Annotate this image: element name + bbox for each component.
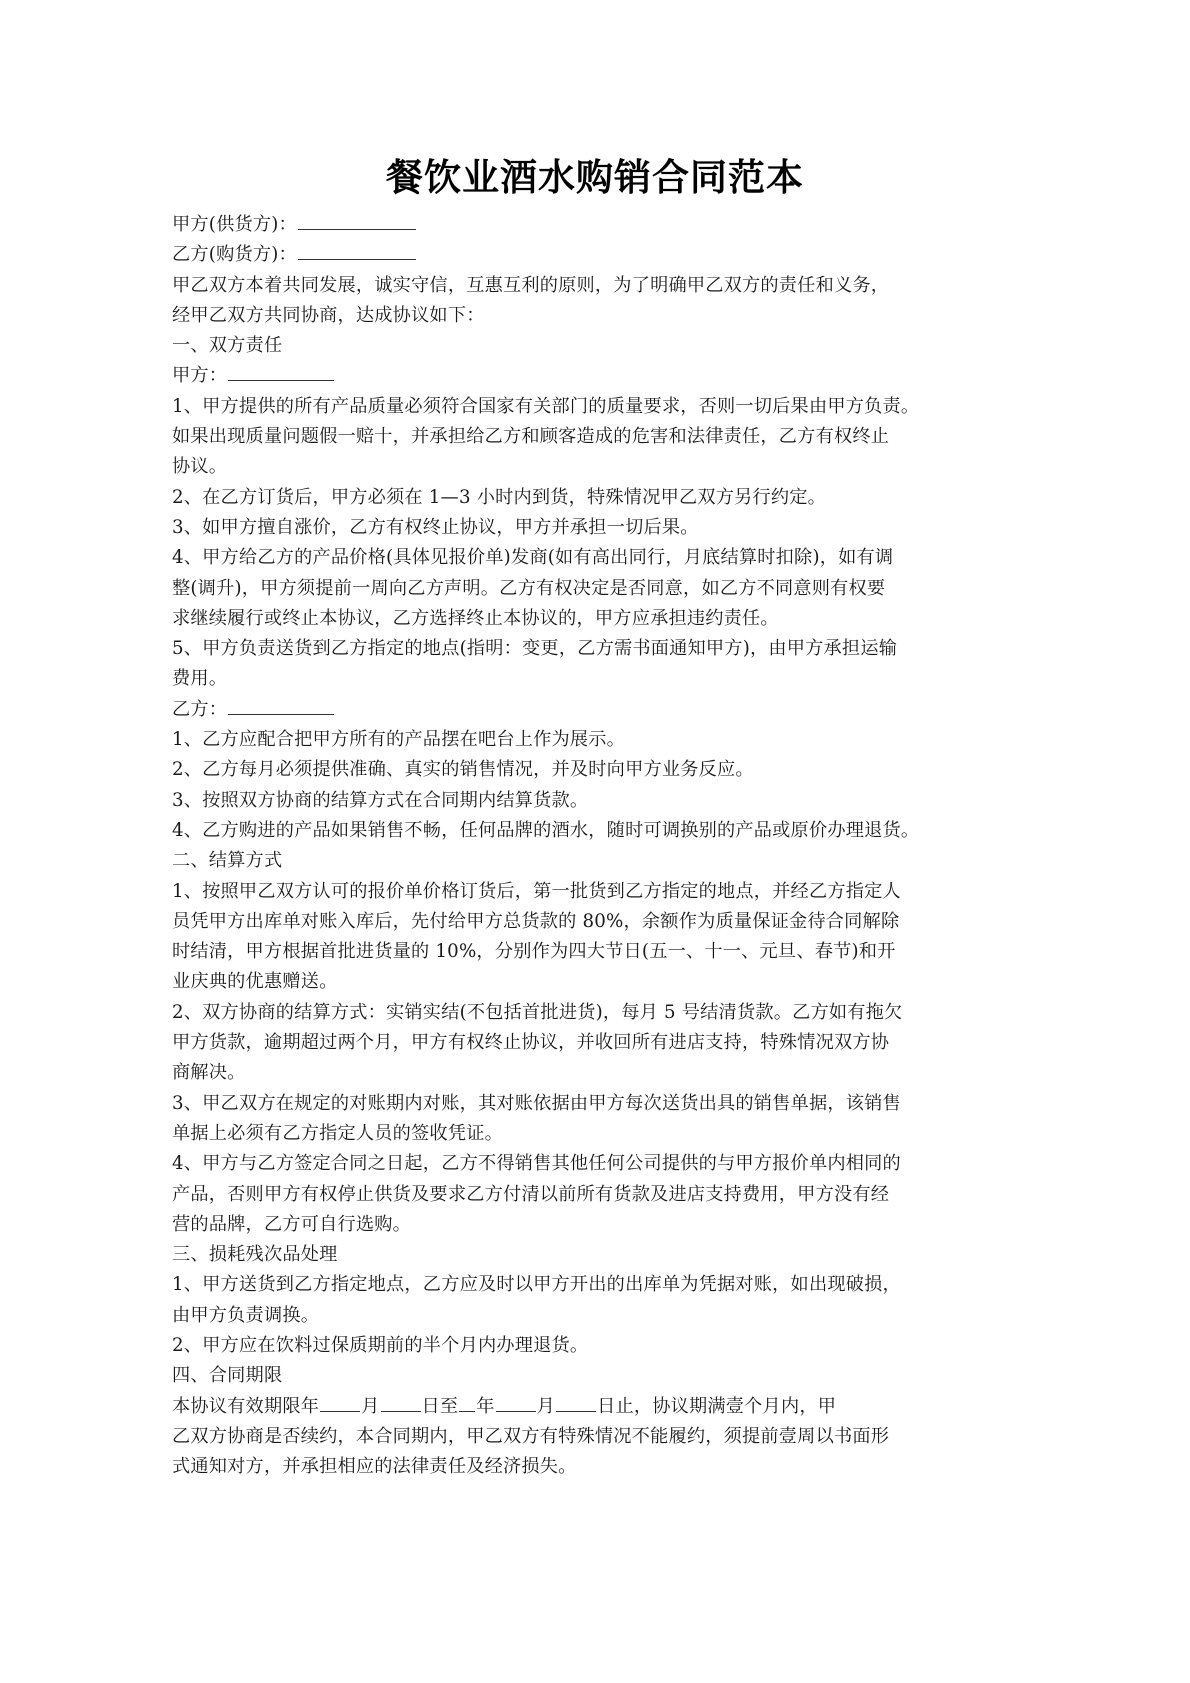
term-blank [496, 1393, 536, 1412]
clause-line: 员凭甲方出库单对账入库后，先付给甲方总货款的 80%，余额作为质量保证金待合同解除 [172, 910, 900, 932]
clause-line: 1、甲方提供的所有产品质量必须符合国家有关部门的质量要求，否则一切后果由甲方负责。 [172, 395, 920, 417]
preamble-line: 经甲乙双方共同协商，达成协议如下： [172, 304, 485, 326]
clause-line: 4、甲方与乙方签定合同之日起，乙方不得销售其他任何公司提供的与甲方报价单内相同的 [172, 1153, 901, 1175]
document-body [172, 210, 1022, 1482]
party-b-label: 乙方(购货方)： [172, 244, 297, 266]
clause-line: 1、乙方应配合把甲方所有的产品摆在吧台上作为展示。 [172, 729, 626, 751]
clause-line: 商解决。 [172, 1062, 246, 1084]
party-a-sub-blank [228, 362, 334, 381]
clause-line: 1、按照甲乙双方认可的报价单价格订货后，第一批货到乙方指定的地点，并经乙方指定人 [172, 880, 901, 902]
clause-line: 整(调升)，甲方须提前一周向乙方声明。乙方有权决定是否同意，如乙方不同意则有权要 [172, 577, 886, 599]
section-heading: 一、双方责任 [172, 335, 283, 357]
clause-line: 3、如甲方擅自涨价，乙方有权终止协议，甲方并承担一切后果。 [172, 516, 699, 538]
clause-line: 3、甲乙双方在规定的对账期内对账，其对账依据由甲方每次送货出具的销售单据，该销售 [172, 1092, 901, 1114]
party-b-sub-blank [228, 696, 334, 715]
section-heading: 三、损耗残次品处理 [172, 1244, 338, 1266]
clause-line: 时结清，甲方根据首批进货量的 10%，分别作为四大节日(五一、十一、元旦、春节)和开 [172, 941, 896, 963]
clause-line: 协议。 [172, 456, 228, 478]
section-heading: 二、结算方式 [172, 850, 283, 872]
clause-line: 由甲方负责调换。 [172, 1304, 320, 1326]
clause-line: 5、甲方负责送货到乙方指定的地点(指明：变更，乙方需书面通知甲方)，由甲方承担运输 [172, 638, 898, 660]
party-a-blank [298, 211, 416, 230]
section-heading: 四、合同期限 [172, 1365, 283, 1387]
document-title: 餐饮业酒水购销合同范本 [386, 156, 804, 199]
clause-line: 1、甲方送货到乙方指定地点，乙方应及时以甲方开出的出库单为凭据对账，如出现破损， [172, 1274, 901, 1296]
clause-line: 2、双方协商的结算方式：实销实结(不包括首批进货)，每月 5 号结清货款。乙方如有拖欠 [172, 1001, 903, 1023]
term-blank [556, 1393, 596, 1412]
clause-line: 产品，否则甲方有权停止供货及要求乙方付清以前所有货款及进店支持费用，甲方没有经 [172, 1183, 890, 1205]
clause-line: 费用。 [172, 668, 228, 690]
clause-line: 4、甲方给乙方的产品价格(具体见报价单)发商(如有高出同行，月底结算时扣除)，如有调 [172, 547, 894, 569]
clause-line: 式通知对方，并承担相应的法律责任及经济损失。 [172, 1456, 577, 1478]
term-line: 本协议有效期限年 月 日至 年 月 日止，协议期满壹个月内，甲 [172, 1392, 1022, 1422]
clause-line: 求继续履行或终止本协议，乙方选择终止本协议的，甲方应承担违约责任。 [172, 607, 779, 629]
clause-line: 2、甲方应在饮料过保质期前的半个月内办理退货。 [172, 1334, 589, 1356]
clause-line: 业庆典的优惠赠送。 [172, 971, 338, 993]
party-b-line [172, 240, 1022, 270]
preamble-line: 甲乙双方本着共同发展，诚实守信，互惠互利的原则，为了明确甲乙双方的责任和义务， [172, 274, 890, 296]
clause-line: 3、按照双方协商的结算方式在合同期内结算货款。 [172, 789, 589, 811]
term-blank [381, 1393, 421, 1412]
clause-line: 2、乙方每月必须提供准确、真实的销售情况，并及时向甲方业务反应。 [172, 759, 754, 781]
party-b-blank [298, 241, 416, 260]
clause-line: 2、在乙方订货后，甲方必须在 1—3 小时内到货，特殊情况甲乙双方另行约定。 [172, 486, 827, 508]
clause-line: 营的品牌，乙方可自行选购。 [172, 1213, 412, 1235]
clause-line: 乙双方协商是否续约，本合同期内，甲乙双方有特殊情况不能履约，须提前壹周以书面形 [172, 1425, 890, 1447]
term-blank [459, 1393, 475, 1412]
clause-line: 如果出现质量问题假一赔十，并承担给乙方和顾客造成的危害和法律责任，乙方有权终止 [172, 426, 890, 448]
clause-line: 甲方货款，逾期超过两个月，甲方有权终止协议，并收回所有进店支持，特殊情况双方协 [172, 1032, 890, 1054]
term-blank [320, 1393, 360, 1412]
party-a-label: 甲方(供货方)： [172, 214, 297, 235]
clause-line: 4、乙方购进的产品如果销售不畅，任何品牌的酒水，随时可调换别的产品或原价办理退货。 [172, 819, 920, 841]
party-a-line [172, 210, 1022, 240]
party-b-subheading: 乙方： [172, 695, 1022, 725]
clause-line: 单据上必须有乙方指定人员的签收凭证。 [172, 1122, 503, 1144]
party-a-subheading: 甲方： [172, 361, 1022, 391]
